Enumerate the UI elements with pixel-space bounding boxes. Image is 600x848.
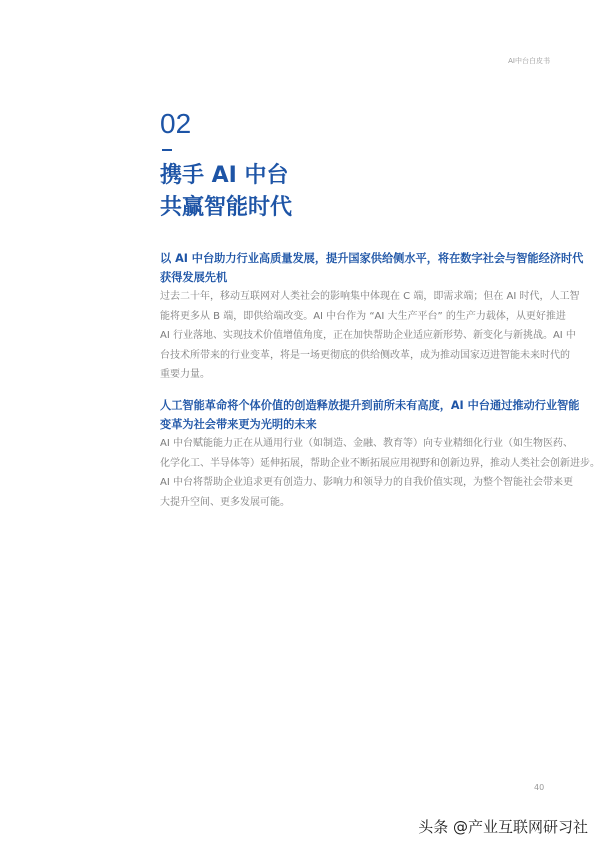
section-heading [160,249,584,287]
chapter-number: 02 [160,108,192,139]
chapter-dash-divider [162,149,172,151]
running-header: AI中台白皮书 [508,57,550,65]
body-line: 能将更多从 B 端，即供给端改变。AI 中台作为 “AI 大生产平台” 的生产力载体，从更好推进 [160,310,566,322]
body-line: 化学化工、半导体等）延伸拓展，帮助企业不断拓展应用视野和创新边界，推动人类社会创新进步。 [160,457,600,469]
heading-line: 变革为社会带来更为光明的未来 [160,418,317,431]
watermark: 头条 @产业互联网研习社 [418,818,588,836]
chapter-title [160,160,292,224]
body-line: AI 行业落地、实现技术价值增值角度，正在加快帮助企业适应新形势、新变化与新挑战。AI 中 [160,330,576,341]
heading-line: 获得发展先机 [160,271,228,284]
body-line: 过去二十年，移动互联网对人类社会的影响集中体现在 C 端，即需求端；但在 AI 时代，人工智 [160,291,580,302]
page-number: 40 [534,783,545,792]
body-line: AI 中台赋能能力正在从通用行业（如制造、金融、教育等）向专业精细化行业（如生物医药、 [160,438,573,449]
heading-line: 人工智能革命将个体价值的创造释放提升到前所未有高度，AI 中台通过推动行业智能 [160,399,580,412]
body-line: AI 中台将帮助企业追求更有创造力、影响力和领导力的自我价值实现，为整个智能社会带来更 [160,477,573,488]
title-line: 携手 AI 中台 [160,163,289,188]
section-body [160,287,580,385]
body-line: 大提升空间、更多发展可能。 [160,496,290,508]
section-2 [160,396,600,512]
section-heading [160,396,580,434]
title-line: 共赢智能时代 [160,195,293,220]
section-body [160,434,600,512]
section-1 [160,249,584,385]
heading-line: 以 AI 中台助力行业高质量发展，提升国家供给侧水平，将在数字社会与智能经济时代 [160,252,584,265]
body-line: 重要力量。 [160,369,210,380]
body-line: 台技术所带来的行业变革，将是一场更彻底的供给侧改革，成为推动国家迈进智能未来时代的 [160,349,570,361]
